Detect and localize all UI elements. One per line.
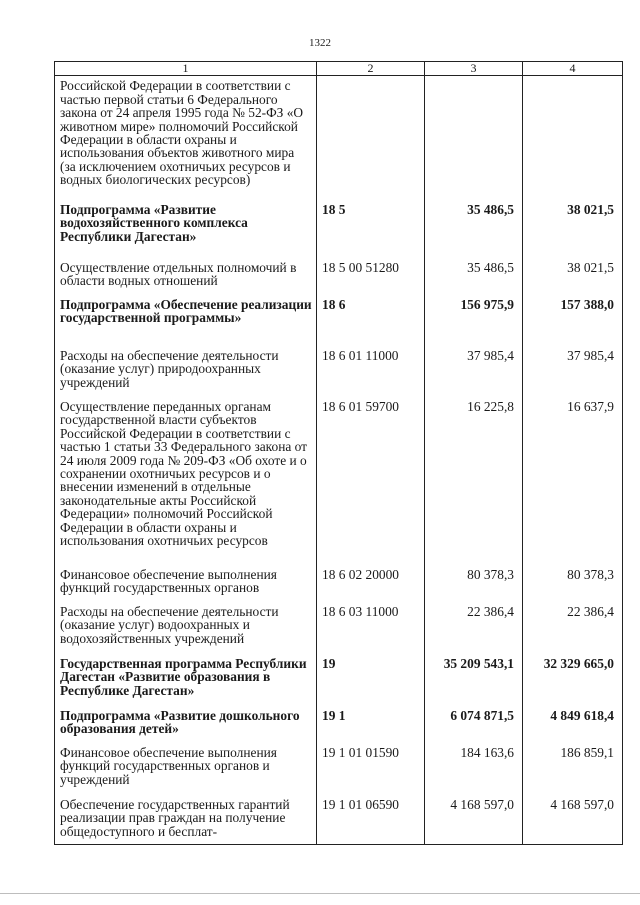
row-value-1: 35 486,5: [425, 261, 523, 298]
row-name: Подпрограмма «Развитие дошкольного образования детей»: [55, 709, 317, 746]
column-header-3: 3: [425, 62, 523, 76]
row-name: Обеспечение государственных гарантий реализации прав граждан на получение общедоступного и бесплат-: [55, 798, 317, 845]
row-value-2: 22 386,4: [523, 605, 623, 657]
row-name: Государственная программа Республики Дагестан «Развитие образования в Республике Дагестан»: [55, 657, 317, 709]
row-name: Подпрограмма «Развитие водохозяйственного комплекса Республики Дагестан»: [55, 203, 317, 261]
row-value-2: [523, 76, 623, 203]
row-code: 18 6: [317, 298, 425, 349]
table-row: [55, 400, 623, 568]
row-code: [317, 76, 425, 203]
table-row: [55, 349, 623, 400]
row-value-2: 4 849 618,4: [523, 709, 623, 746]
table-row: [55, 657, 623, 709]
row-value-2: 186 859,1: [523, 746, 623, 798]
column-header-4: 4: [523, 62, 623, 76]
row-value-1: 6 074 871,5: [425, 709, 523, 746]
row-value-2: 80 378,3: [523, 568, 623, 605]
budget-table: [54, 61, 623, 845]
column-header-1: 1: [55, 62, 317, 76]
page-bottom-divider: [0, 893, 640, 894]
row-code: 18 6 03 11000: [317, 605, 425, 657]
row-value-1: [425, 76, 523, 203]
row-value-1: 156 975,9: [425, 298, 523, 349]
table-row: [55, 605, 623, 657]
row-name: Подпрограмма «Обеспечение реализации государственной программы»: [55, 298, 317, 349]
row-code: 18 6 01 11000: [317, 349, 425, 400]
row-value-1: 16 225,8: [425, 400, 523, 568]
row-name: Осуществление отдельных полномочий в области водных отношений: [55, 261, 317, 298]
row-code: 19 1: [317, 709, 425, 746]
row-code: 18 5 00 51280: [317, 261, 425, 298]
row-code: 18 6 01 59700: [317, 400, 425, 568]
table-row: [55, 261, 623, 298]
row-value-2: 157 388,0: [523, 298, 623, 349]
row-value-1: 35 209 543,1: [425, 657, 523, 709]
page-number: 1322: [309, 37, 331, 49]
row-code: 18 5: [317, 203, 425, 261]
row-value-2: 4 168 597,0: [523, 798, 623, 845]
table-row: [55, 298, 623, 349]
row-name: Финансовое обеспечение выполнения функций государственных органов и учреждений: [55, 746, 317, 798]
row-value-2: 38 021,5: [523, 203, 623, 261]
table-row: [55, 798, 623, 845]
table-row: [55, 746, 623, 798]
row-value-2: 37 985,4: [523, 349, 623, 400]
header-row: [55, 62, 623, 76]
row-code: 18 6 02 20000: [317, 568, 425, 605]
row-value-1: 22 386,4: [425, 605, 523, 657]
row-value-1: 80 378,3: [425, 568, 523, 605]
row-name: Расходы на обеспечение деятельности (оказание услуг) водоохранных и водохозяйственных учреждений: [55, 605, 317, 657]
row-name: Финансовое обеспечение выполнения функций государственных органов: [55, 568, 317, 605]
column-header-2: 2: [317, 62, 425, 76]
table-row: [55, 203, 623, 261]
row-value-1: 35 486,5: [425, 203, 523, 261]
row-value-2: 16 637,9: [523, 400, 623, 568]
row-value-1: 37 985,4: [425, 349, 523, 400]
row-value-1: 4 168 597,0: [425, 798, 523, 845]
table-row: [55, 568, 623, 605]
row-name: Расходы на обеспечение деятельности (оказание услуг) природоохранных учреждений: [55, 349, 317, 400]
row-code: 19: [317, 657, 425, 709]
table-row: [55, 709, 623, 746]
row-name: Российской Федерации в соответствии с частью первой статьи 6 Федерального закона от 24 апреля 1995 года № 52-ФЗ «О животном мире» полномочий Российской Федерации в области охраны и использования объектов животного мира (за исключением охотничьих ресурсов и водных биологических ресурсов): [55, 76, 317, 203]
row-code: 19 1 01 06590: [317, 798, 425, 845]
row-value-1: 184 163,6: [425, 746, 523, 798]
row-value-2: 38 021,5: [523, 261, 623, 298]
row-code: 19 1 01 01590: [317, 746, 425, 798]
row-name: Осуществление переданных органам государственной власти субъектов Российской Федерации в соответствии с частью 1 статьи 33 Федерального закона от 24 июля 2009 года № 209-ФЗ «Об охоте и о сохранении охотничьих ресурсов и о внесении изменений в отдельные законодательные акты Российской Федерации» полномочий Российской Федерации в области охраны и использования охотничьих ресурсов: [55, 400, 317, 568]
table-row: [55, 76, 623, 203]
row-value-2: 32 329 665,0: [523, 657, 623, 709]
